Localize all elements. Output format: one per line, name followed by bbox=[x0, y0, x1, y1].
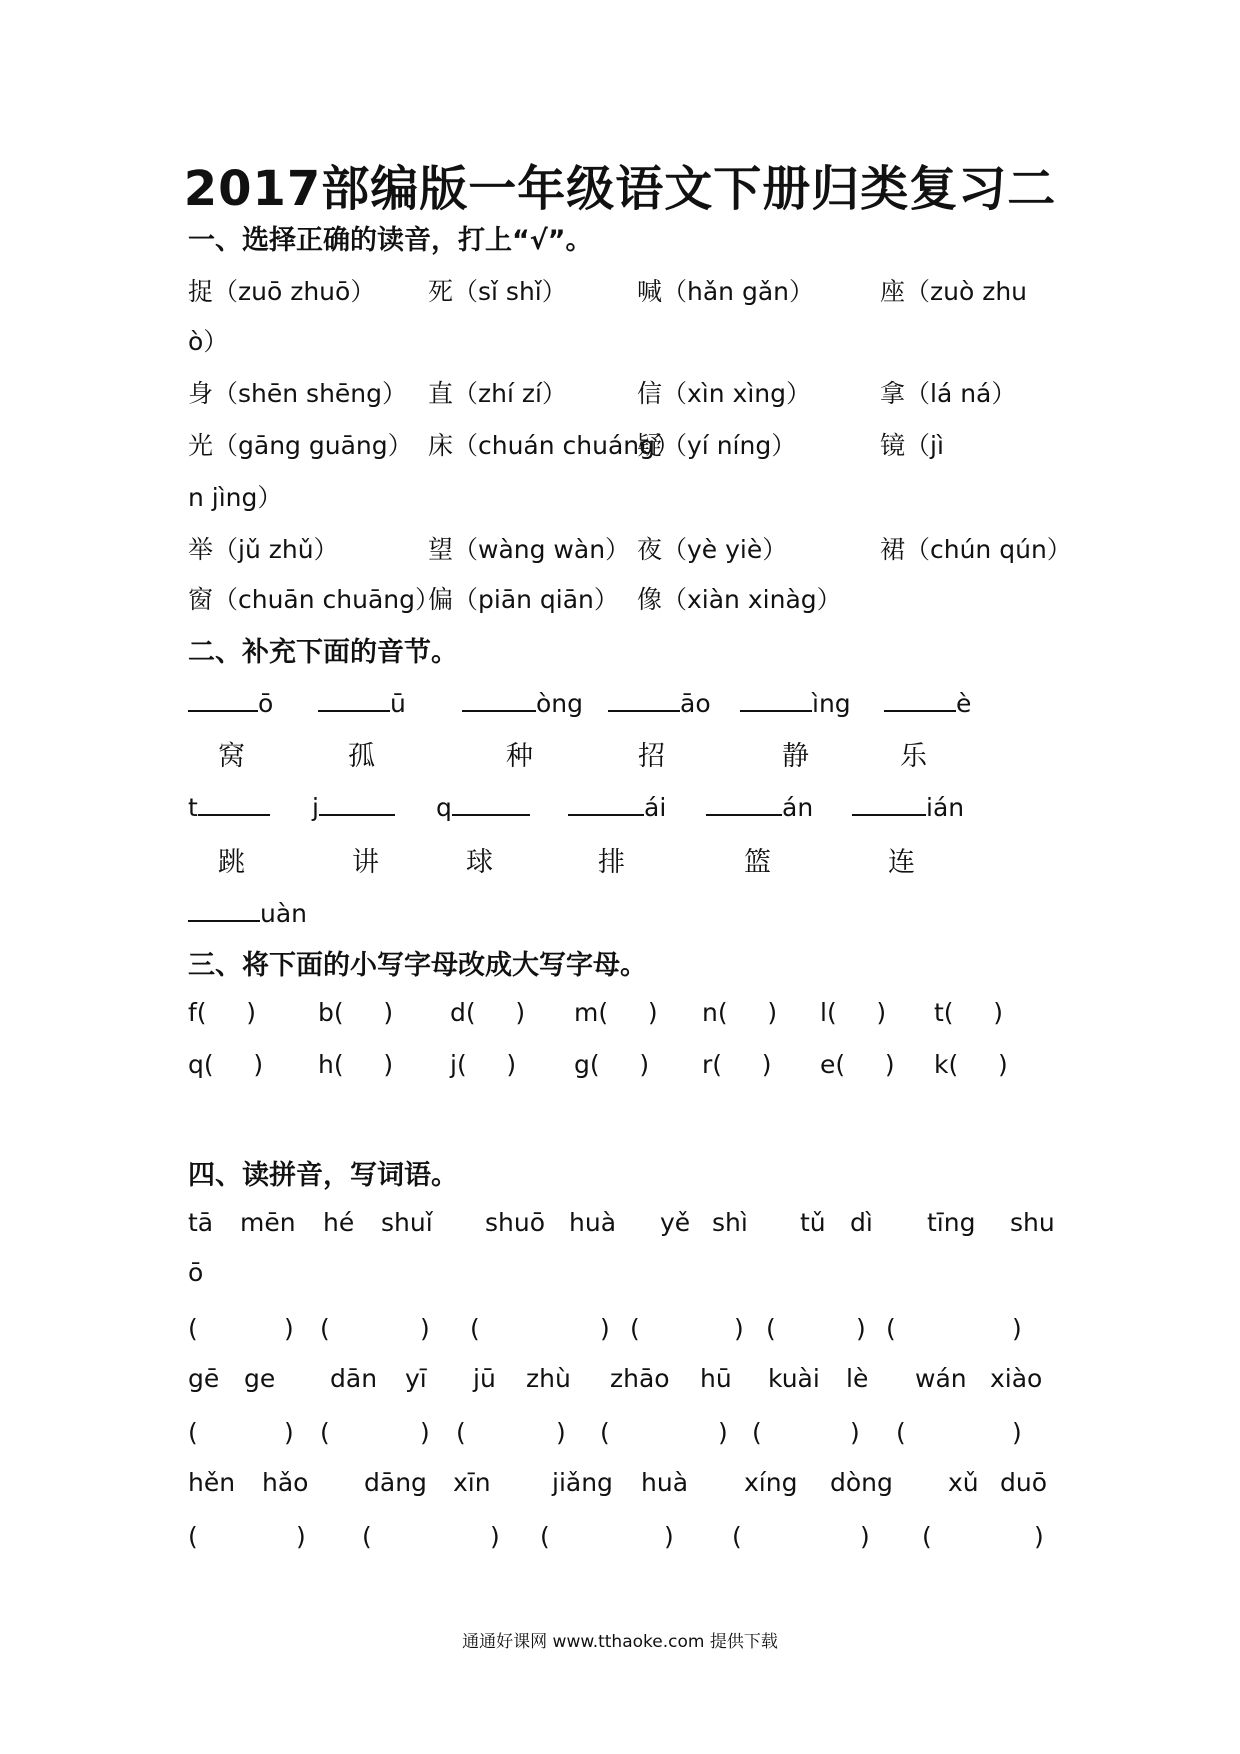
hanzi-char: 乐 bbox=[900, 741, 927, 772]
pinyin-syllable: jū bbox=[473, 1364, 496, 1393]
pinyin-syllable: shu bbox=[1010, 1208, 1055, 1237]
reading-choice: 望（wàng wàn） bbox=[428, 535, 631, 564]
reading-choice: 像（xiàn xinàg） bbox=[637, 585, 842, 614]
fill-blank[interactable] bbox=[852, 788, 926, 816]
answer-paren-close: ) bbox=[420, 1418, 430, 1447]
pinyin-syllable: hé bbox=[323, 1208, 355, 1237]
syllable-final: ū bbox=[390, 689, 406, 718]
pinyin-syllable: huà bbox=[641, 1468, 689, 1497]
answer-paren-close: ) bbox=[664, 1522, 674, 1551]
answer-paren-close: ) bbox=[856, 1314, 866, 1343]
answer-paren-open: ( bbox=[188, 1314, 198, 1343]
syllable-final: è bbox=[956, 689, 972, 718]
answer-paren-close: ) bbox=[860, 1522, 870, 1551]
answer-paren-open: ( bbox=[320, 1418, 330, 1447]
answer-paren-open: ( bbox=[540, 1522, 550, 1551]
fill-blank[interactable] bbox=[568, 788, 644, 816]
hanzi-char: 连 bbox=[888, 847, 915, 878]
fill-blank[interactable] bbox=[452, 788, 530, 816]
pinyin-syllable: zhāo bbox=[610, 1364, 670, 1393]
answer-paren-close: ) bbox=[850, 1418, 860, 1447]
pinyin-syllable: dān bbox=[330, 1364, 378, 1393]
pinyin-syllable: huà bbox=[569, 1208, 617, 1237]
fill-blank[interactable] bbox=[740, 684, 812, 712]
pinyin-syllable: zhù bbox=[526, 1364, 571, 1393]
pinyin-syllable: hǎo bbox=[262, 1468, 309, 1497]
hanzi-char: 跳 bbox=[218, 847, 245, 878]
fill-blank[interactable] bbox=[318, 684, 390, 712]
syllable-blank bbox=[312, 788, 395, 822]
reading-choice: 死（sǐ shǐ） bbox=[428, 277, 567, 306]
pinyin-syllable: yī bbox=[405, 1364, 427, 1393]
reading-choice: 直（zhí zí） bbox=[428, 379, 567, 408]
pinyin-syllable: xíng bbox=[744, 1468, 798, 1497]
letter-item: r( ) bbox=[702, 1050, 772, 1079]
letter-item: n( ) bbox=[702, 998, 778, 1027]
answer-paren-close: ) bbox=[1012, 1418, 1022, 1447]
reading-choice: ò） bbox=[188, 327, 229, 356]
hanzi-char: 篮 bbox=[744, 847, 771, 878]
fill-blank[interactable] bbox=[188, 894, 260, 922]
fill-blank[interactable] bbox=[608, 684, 680, 712]
reading-choice: 喊（hǎn gǎn） bbox=[637, 277, 814, 306]
answer-paren-open: ( bbox=[896, 1418, 906, 1447]
letter-item: d( ) bbox=[450, 998, 526, 1027]
reading-choice: 举（jǔ zhǔ） bbox=[188, 535, 339, 564]
answer-paren-open: ( bbox=[188, 1522, 198, 1551]
reading-choice: 座（zuò zhu bbox=[880, 277, 1028, 306]
pinyin-syllable: dì bbox=[850, 1208, 873, 1237]
pinyin-syllable: dāng bbox=[364, 1468, 427, 1497]
pinyin-syllable: wán bbox=[915, 1364, 967, 1393]
syllable-final: ìng bbox=[812, 689, 851, 718]
letter-item: m( ) bbox=[574, 998, 658, 1027]
pinyin-syllable: xiào bbox=[990, 1364, 1043, 1393]
pinyin-syllable: gē bbox=[188, 1364, 220, 1393]
syllable-initial: t bbox=[188, 793, 198, 822]
pinyin-syllable: lè bbox=[846, 1364, 869, 1393]
letter-item: k( ) bbox=[934, 1050, 1008, 1079]
syllable-final: ián bbox=[926, 793, 965, 822]
pinyin-syllable: duō bbox=[1000, 1468, 1048, 1497]
fill-blank[interactable] bbox=[188, 684, 258, 712]
hanzi-char: 种 bbox=[506, 741, 533, 772]
letter-item: b( ) bbox=[318, 998, 394, 1027]
hanzi-char: 讲 bbox=[352, 847, 379, 878]
reading-choice: 信（xìn xìng） bbox=[637, 379, 811, 408]
reading-choice: 裙（chún qún） bbox=[880, 535, 1072, 564]
pinyin-syllable: ō bbox=[188, 1258, 204, 1287]
reading-choice: 夜（yè yiè） bbox=[637, 535, 788, 564]
syllable-blank bbox=[608, 684, 711, 718]
answer-paren-close: ) bbox=[296, 1522, 306, 1551]
answer-paren-close: ) bbox=[284, 1314, 294, 1343]
reading-choice: 窗（chuān chuāng） bbox=[188, 585, 441, 614]
section3-heading: 三、将下面的小写字母改成大写字母。 bbox=[188, 950, 647, 981]
pinyin-syllable: shì bbox=[712, 1208, 748, 1237]
pinyin-syllable: kuài bbox=[768, 1364, 820, 1393]
page-title: 2017部编版一年级语文下册归类复习二 bbox=[183, 161, 1057, 217]
hanzi-char: 排 bbox=[598, 847, 625, 878]
fill-blank[interactable] bbox=[462, 684, 536, 712]
hanzi-char: 球 bbox=[466, 847, 493, 878]
section2-heading: 二、补充下面的音节。 bbox=[188, 637, 458, 668]
reading-choice: 身（shēn shēng） bbox=[188, 379, 408, 408]
syllable-final: án bbox=[782, 793, 814, 822]
pinyin-syllable: xīn bbox=[453, 1468, 491, 1497]
reading-choice: 疑（yí níng） bbox=[637, 431, 797, 460]
syllable-initial: j bbox=[312, 793, 319, 822]
pinyin-syllable: hū bbox=[700, 1364, 732, 1393]
answer-paren-open: ( bbox=[320, 1314, 330, 1343]
fill-blank[interactable] bbox=[319, 788, 395, 816]
answer-paren-open: ( bbox=[188, 1418, 198, 1447]
syllable-blank bbox=[188, 894, 307, 928]
pinyin-syllable: hěn bbox=[188, 1468, 236, 1497]
reading-choice: 光（gāng guāng） bbox=[188, 431, 413, 460]
answer-paren-open: ( bbox=[752, 1418, 762, 1447]
fill-blank[interactable] bbox=[198, 788, 270, 816]
syllable-blank bbox=[740, 684, 851, 718]
pinyin-syllable: shuō bbox=[485, 1208, 546, 1237]
answer-paren-open: ( bbox=[732, 1522, 742, 1551]
pinyin-syllable: tīng bbox=[927, 1208, 976, 1237]
syllable-final: āo bbox=[680, 689, 711, 718]
syllable-blank bbox=[462, 684, 583, 718]
hanzi-char: 招 bbox=[638, 741, 665, 772]
letter-item: f( ) bbox=[188, 998, 257, 1027]
pinyin-syllable: mēn bbox=[240, 1208, 296, 1237]
answer-paren-open: ( bbox=[456, 1418, 466, 1447]
hanzi-char: 静 bbox=[782, 741, 809, 772]
reading-choice: 拿（lá ná） bbox=[880, 379, 1017, 408]
section4-heading: 四、读拼音，写词语。 bbox=[188, 1160, 458, 1191]
letter-item: g( ) bbox=[574, 1050, 650, 1079]
reading-choice: 镜（jì bbox=[880, 431, 944, 460]
syllable-blank bbox=[188, 788, 270, 822]
letter-item: j( ) bbox=[450, 1050, 517, 1079]
letter-item: h( ) bbox=[318, 1050, 394, 1079]
pinyin-syllable: dòng bbox=[830, 1468, 893, 1497]
syllable-blank bbox=[852, 788, 964, 822]
syllable-initial: q bbox=[436, 793, 452, 822]
answer-paren-close: ) bbox=[600, 1314, 610, 1343]
fill-blank[interactable] bbox=[884, 684, 956, 712]
pinyin-syllable: ge bbox=[244, 1364, 276, 1393]
syllable-final: ō bbox=[258, 689, 274, 718]
reading-choice: 捉（zuō zhuō） bbox=[188, 277, 376, 306]
answer-paren-close: ) bbox=[1012, 1314, 1022, 1343]
answer-paren-open: ( bbox=[362, 1522, 372, 1551]
reading-choice: n jìng） bbox=[188, 483, 283, 512]
syllable-blank bbox=[436, 788, 530, 822]
syllable-final: òng bbox=[536, 689, 584, 718]
answer-paren-open: ( bbox=[922, 1522, 932, 1551]
answer-paren-open: ( bbox=[886, 1314, 896, 1343]
answer-paren-close: ) bbox=[734, 1314, 744, 1343]
hanzi-char: 窝 bbox=[218, 741, 245, 772]
pinyin-syllable: shuǐ bbox=[381, 1208, 433, 1237]
hanzi-char: 孤 bbox=[348, 741, 375, 772]
answer-paren-close: ) bbox=[1034, 1522, 1044, 1551]
syllable-final: uàn bbox=[260, 899, 308, 928]
pinyin-syllable: tā bbox=[188, 1208, 214, 1237]
fill-blank[interactable] bbox=[706, 788, 782, 816]
pinyin-syllable: yě bbox=[660, 1208, 691, 1237]
answer-paren-open: ( bbox=[470, 1314, 480, 1343]
syllable-blank bbox=[706, 788, 813, 822]
section1-heading: 一、选择正确的读音，打上“√”。 bbox=[188, 225, 593, 256]
answer-paren-open: ( bbox=[600, 1418, 610, 1447]
answer-paren-close: ) bbox=[284, 1418, 294, 1447]
letter-item: q( ) bbox=[188, 1050, 264, 1079]
syllable-blank bbox=[884, 684, 971, 718]
answer-paren-close: ) bbox=[490, 1522, 500, 1551]
letter-item: l( ) bbox=[820, 998, 887, 1027]
footer-credit: 通通好课网 www.tthaoke.com 提供下载 bbox=[462, 1632, 778, 1652]
pinyin-syllable: xǔ bbox=[948, 1468, 979, 1497]
syllable-final: ái bbox=[644, 793, 667, 822]
pinyin-syllable: tǔ bbox=[800, 1208, 826, 1237]
reading-choice: 偏（piān qiān） bbox=[428, 585, 619, 614]
answer-paren-close: ) bbox=[556, 1418, 566, 1447]
syllable-blank bbox=[568, 788, 666, 822]
reading-choice: 床（chuán chuáng） bbox=[428, 431, 681, 460]
syllable-blank bbox=[188, 684, 273, 718]
pinyin-syllable: jiǎng bbox=[552, 1468, 613, 1497]
letter-item: e( ) bbox=[820, 1050, 895, 1079]
answer-paren-close: ) bbox=[420, 1314, 430, 1343]
syllable-blank bbox=[318, 684, 406, 718]
answer-paren-open: ( bbox=[766, 1314, 776, 1343]
letter-item: t( ) bbox=[934, 998, 1004, 1027]
answer-paren-close: ) bbox=[718, 1418, 728, 1447]
answer-paren-open: ( bbox=[630, 1314, 640, 1343]
